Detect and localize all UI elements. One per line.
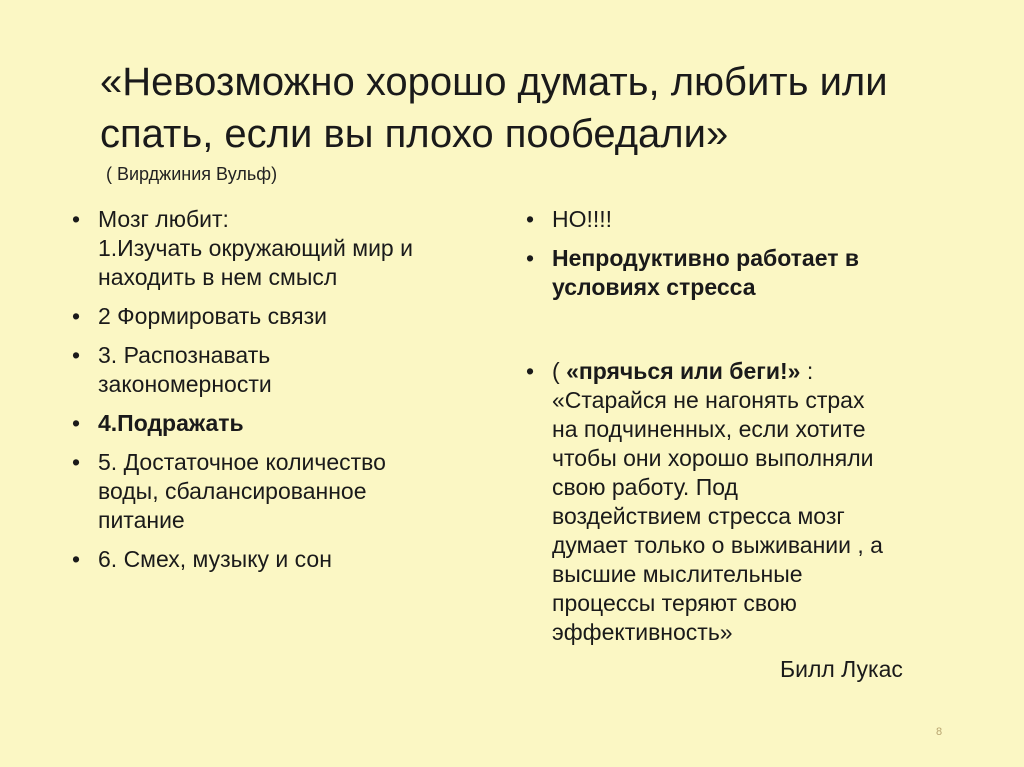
list-item-text: Непродуктивно работает в bbox=[552, 245, 860, 271]
bullet-icon: • bbox=[526, 206, 535, 232]
quote-line: на подчиненных, если хотите bbox=[552, 416, 866, 442]
list-item-text: находить в нем смысл bbox=[98, 264, 338, 290]
quote-line: чтобы они хорошо выполняли bbox=[552, 445, 874, 471]
list-item bbox=[66, 448, 496, 535]
page-number: 8 bbox=[936, 726, 943, 738]
list-item bbox=[66, 302, 496, 331]
quote-line: свою работу. Под bbox=[552, 474, 738, 500]
list-item bbox=[520, 357, 940, 647]
list-item-text: питание bbox=[98, 507, 185, 533]
list-item-text: воды, сбалансированное bbox=[98, 478, 367, 504]
quote-bold-phrase: «прячься или беги!» bbox=[566, 358, 801, 384]
quote-line: «Старайся не нагонять страх bbox=[552, 387, 865, 413]
list-item-text: 3. Распознавать bbox=[98, 342, 271, 368]
left-bullet-list bbox=[66, 205, 496, 574]
quote-attribution: ( Вирджиния Вульф) bbox=[106, 164, 278, 184]
bullet-icon: • bbox=[72, 206, 81, 232]
quote-prefix: ( bbox=[552, 358, 567, 384]
list-item bbox=[66, 341, 496, 399]
list-item-text: 6. Смех, музыку и сон bbox=[98, 546, 332, 572]
quote-line: процессы теряют свою bbox=[552, 590, 797, 616]
quote-line: эффективность» bbox=[552, 619, 733, 645]
bullet-icon: • bbox=[72, 546, 81, 572]
bullet-icon: • bbox=[72, 342, 81, 368]
quote-intro bbox=[552, 357, 940, 386]
bullet-icon: • bbox=[72, 410, 81, 436]
list-item bbox=[520, 205, 940, 234]
title-line: «Невозможно хорошо думать, любить или bbox=[100, 60, 888, 104]
list-item bbox=[66, 205, 496, 292]
quote-line: высшие мыслительные bbox=[552, 561, 803, 587]
quote-author-signature: Билл Лукас bbox=[780, 656, 903, 682]
list-item bbox=[66, 545, 496, 574]
quote-suffix: : bbox=[800, 358, 814, 384]
list-item-text: 5. Достаточное количество bbox=[98, 449, 386, 475]
right-column bbox=[520, 205, 940, 657]
spacer bbox=[520, 312, 940, 347]
list-item bbox=[66, 409, 496, 438]
list-item-text: закономерности bbox=[98, 371, 272, 397]
bullet-icon: • bbox=[526, 245, 535, 271]
bullet-icon: • bbox=[526, 358, 535, 384]
left-column bbox=[66, 205, 496, 584]
list-item bbox=[520, 244, 940, 302]
list-item-text: 4.Подражать bbox=[98, 410, 244, 436]
quote-line: думает только о выживании , а bbox=[552, 532, 883, 558]
bullet-icon: • bbox=[72, 449, 81, 475]
title-block bbox=[100, 56, 980, 185]
title-line: спать, если вы плохо пообедали» bbox=[100, 112, 729, 156]
bullet-icon: • bbox=[72, 303, 81, 329]
slide-title bbox=[100, 56, 980, 160]
list-item-text: 2 Формировать связи bbox=[98, 303, 327, 329]
right-bullet-list bbox=[520, 205, 940, 647]
list-item-text: Мозг любит: bbox=[98, 206, 229, 232]
list-item-text: 1.Изучать окружающий мир и bbox=[98, 235, 413, 261]
quote-line: воздействием стресса мозг bbox=[552, 503, 845, 529]
list-item-text: НО!!!! bbox=[552, 206, 613, 232]
list-item-text: условиях стресса bbox=[552, 274, 756, 300]
